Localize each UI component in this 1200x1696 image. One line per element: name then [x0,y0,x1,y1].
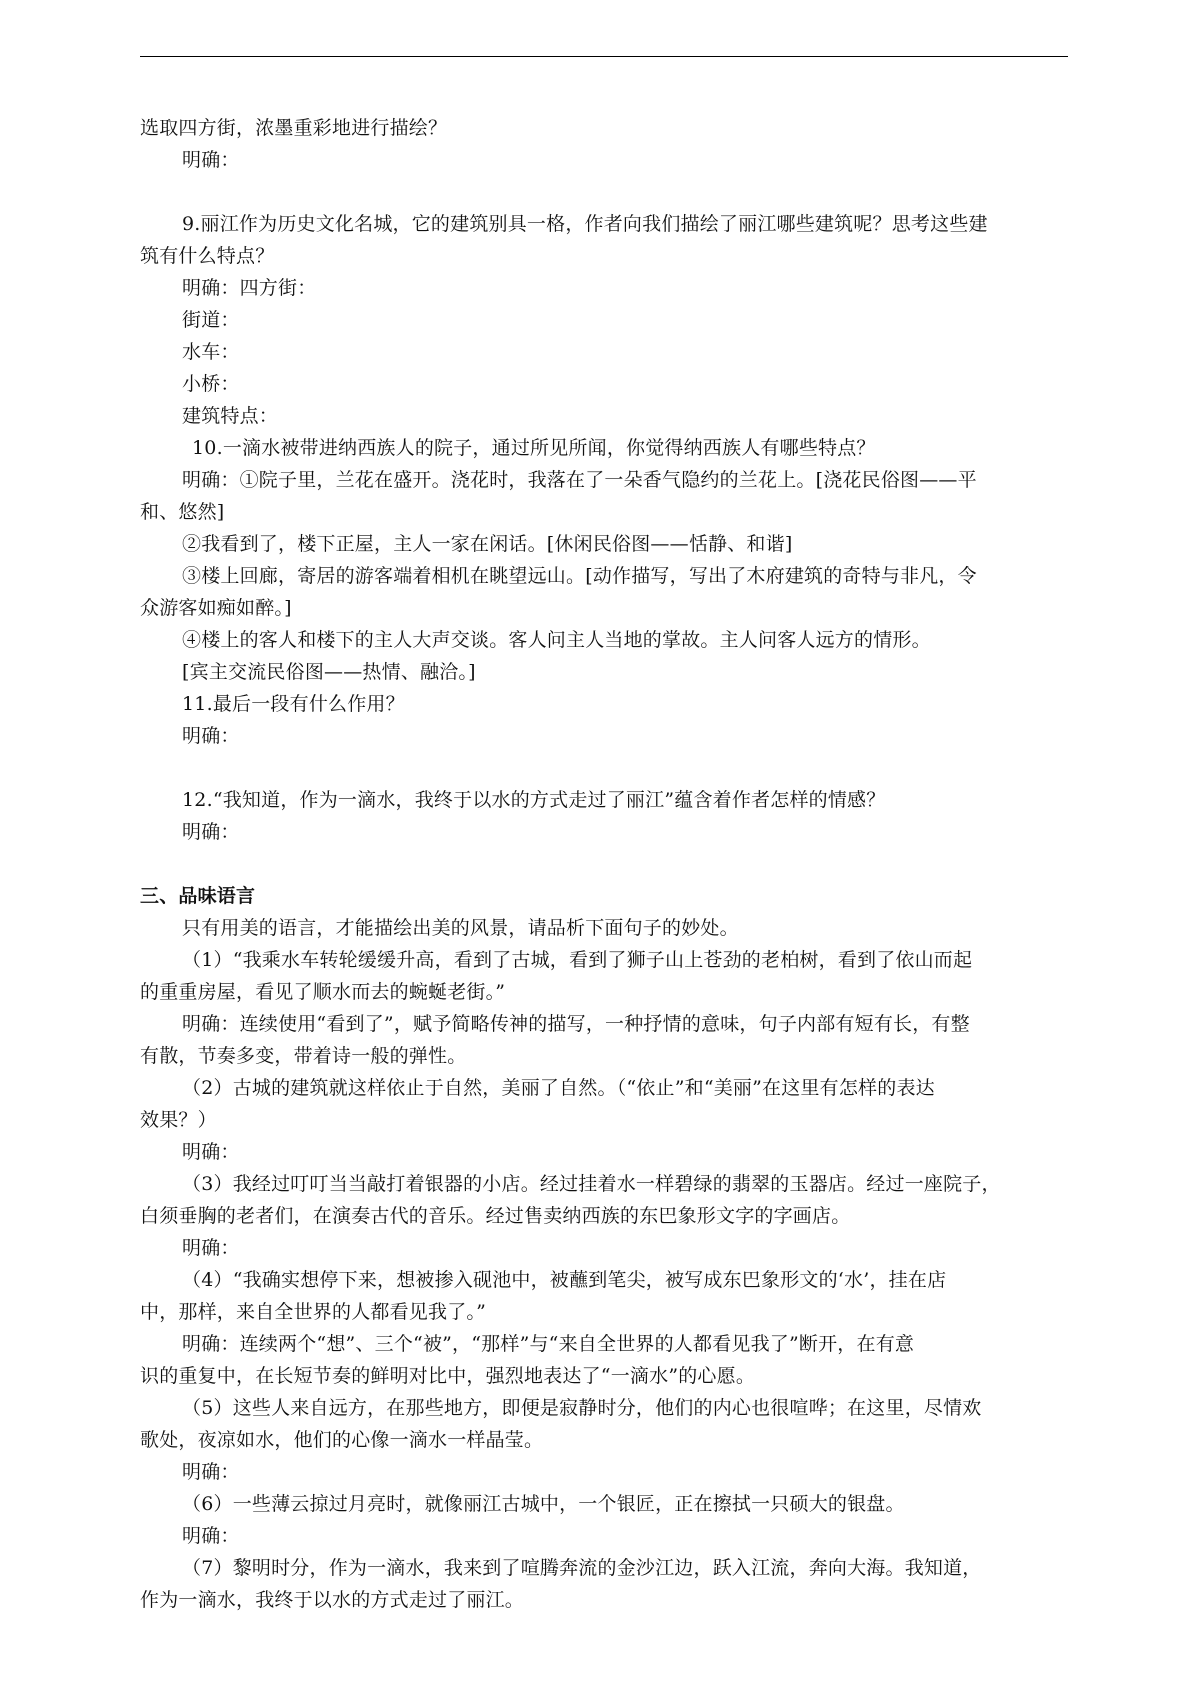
answer-label: 明确： [182,1525,240,1547]
text-line: 筑有什么特点？ [140,245,275,267]
section-heading: 三、品味语言 [140,885,256,907]
answer-label: 明确：四方街： [182,277,317,299]
text-line: [宾主交流民俗图——热情、融洽。] [182,661,476,683]
sentence-6: （6）一些薄云掠过月亮时，就像丽江古城中，一个银匠，正在擦拭一只硕大的银盘。 [182,1493,905,1515]
answer-label: 明确： [182,1461,240,1483]
text-line: 和、悠然] [140,501,225,523]
answer-item: 街道： [182,309,240,331]
text-line: 效果？） [140,1109,217,1131]
question-10: 10.一滴水被带进纳西族人的院子，通过所见所闻，你觉得纳西族人有哪些特点？ [192,437,876,459]
answer-label: 明确：连续两个“想”、三个“被”，“那样”与“来自全世界的人都看见我了”断开，在有意 [182,1333,915,1355]
question-12: 12.“我知道，作为一滴水，我终于以水的方式走过了丽江”蕴含着作者怎样的情感？ [182,789,886,811]
text-line: ③楼上回廊，寄居的游客端着相机在眺望远山。[动作描写，写出了木府建筑的奇特与非凡，令 [182,565,977,587]
answer-label: 明确：连续使用“看到了”，赋予简略传神的描写，一种抒情的意味，句子内部有短有长，有整 [182,1013,970,1035]
text-line: 识的重复中，在长短节奏的鲜明对比中，强烈地表达了“一滴水”的心愿。 [140,1365,756,1387]
answer-label: 明确： [182,725,240,747]
answer-label: 明确： [182,821,240,843]
sentence-4: （4）“我确实想停下来，想被掺入砚池中，被蘸到笔尖，被写成东巴象形文的‘水’，挂在店 [182,1269,947,1291]
blank-line [140,176,1068,208]
answer-label: 明确： [182,1141,240,1163]
text-line: 只有用美的语言，才能描绘出美的风景，请品析下面句子的妙处。 [182,917,739,939]
text-line: ④楼上的客人和楼下的主人大声交谈。客人问主人当地的掌故。主人问客人远方的情形。 [182,629,931,651]
sentence-1: （1）“我乘水车转轮缓缓升高，看到了古城，看到了狮子山上苍劲的老柏树，看到了依山而起 [182,949,973,971]
answer-label: 明确：①院子里，兰花在盛开。浇花时，我落在了一朵香气隐约的兰花上。[浇花民俗图——平 [182,469,977,491]
question-9: 9.丽江作为历史文化名城，它的建筑别具一格，作者向我们描绘了丽江哪些建筑呢？思考这些建 [182,213,988,235]
sentence-7: （7）黎明时分，作为一滴水，我来到了喧腾奔流的金沙江边，跃入江流，奔向大海。我知道， [182,1557,982,1579]
sentence-2: （2）古城的建筑就这样依止于自然，美丽了自然。（“依止”和“美丽”在这里有怎样的表达 [182,1077,935,1099]
answer-item: 建筑特点： [182,405,279,427]
text-line: 歌处，夜凉如水，他们的心像一滴水一样晶莹。 [140,1429,544,1451]
text-line: 作为一滴水，我终于以水的方式走过了丽江。 [140,1589,525,1611]
text-line: 的重重房屋，看见了顺水而去的蜿蜒老街。” [140,981,506,1003]
answer-label: 明确： [182,149,240,171]
blank-line [140,848,1068,880]
text-line: 有散，节奏多变，带着诗一般的弹性。 [140,1045,467,1067]
text-line: 选取四方街，浓墨重彩地进行描绘？ [140,117,448,139]
header-rule [140,56,1068,57]
blank-line [140,752,1068,784]
question-11: 11.最后一段有什么作用？ [182,693,405,715]
text-line: 白须垂胸的老者们，在演奏古代的音乐。经过售卖纳西族的东巴象形文字的字画店。 [140,1205,851,1227]
text-line: 众游客如痴如醉。] [140,597,292,619]
answer-label: 明确： [182,1237,240,1259]
answer-item: 小桥： [182,373,240,395]
document-body [140,112,1068,1616]
text-line: 中，那样，来自全世界的人都看见我了。” [140,1301,487,1323]
text-line: ②我看到了，楼下正屋，主人一家在闲话。[休闲民俗图——恬静、和谐] [182,533,793,555]
answer-item: 水车： [182,341,240,363]
sentence-5: （5）这些人来自远方，在那些地方，即便是寂静时分，他们的内心也很喧哗；在这里，尽情欢 [182,1397,982,1419]
sentence-3: （3）我经过叮叮当当敲打着银器的小店。经过挂着水一样碧绿的翡翠的玉器店。经过一座院子， [182,1173,1001,1195]
